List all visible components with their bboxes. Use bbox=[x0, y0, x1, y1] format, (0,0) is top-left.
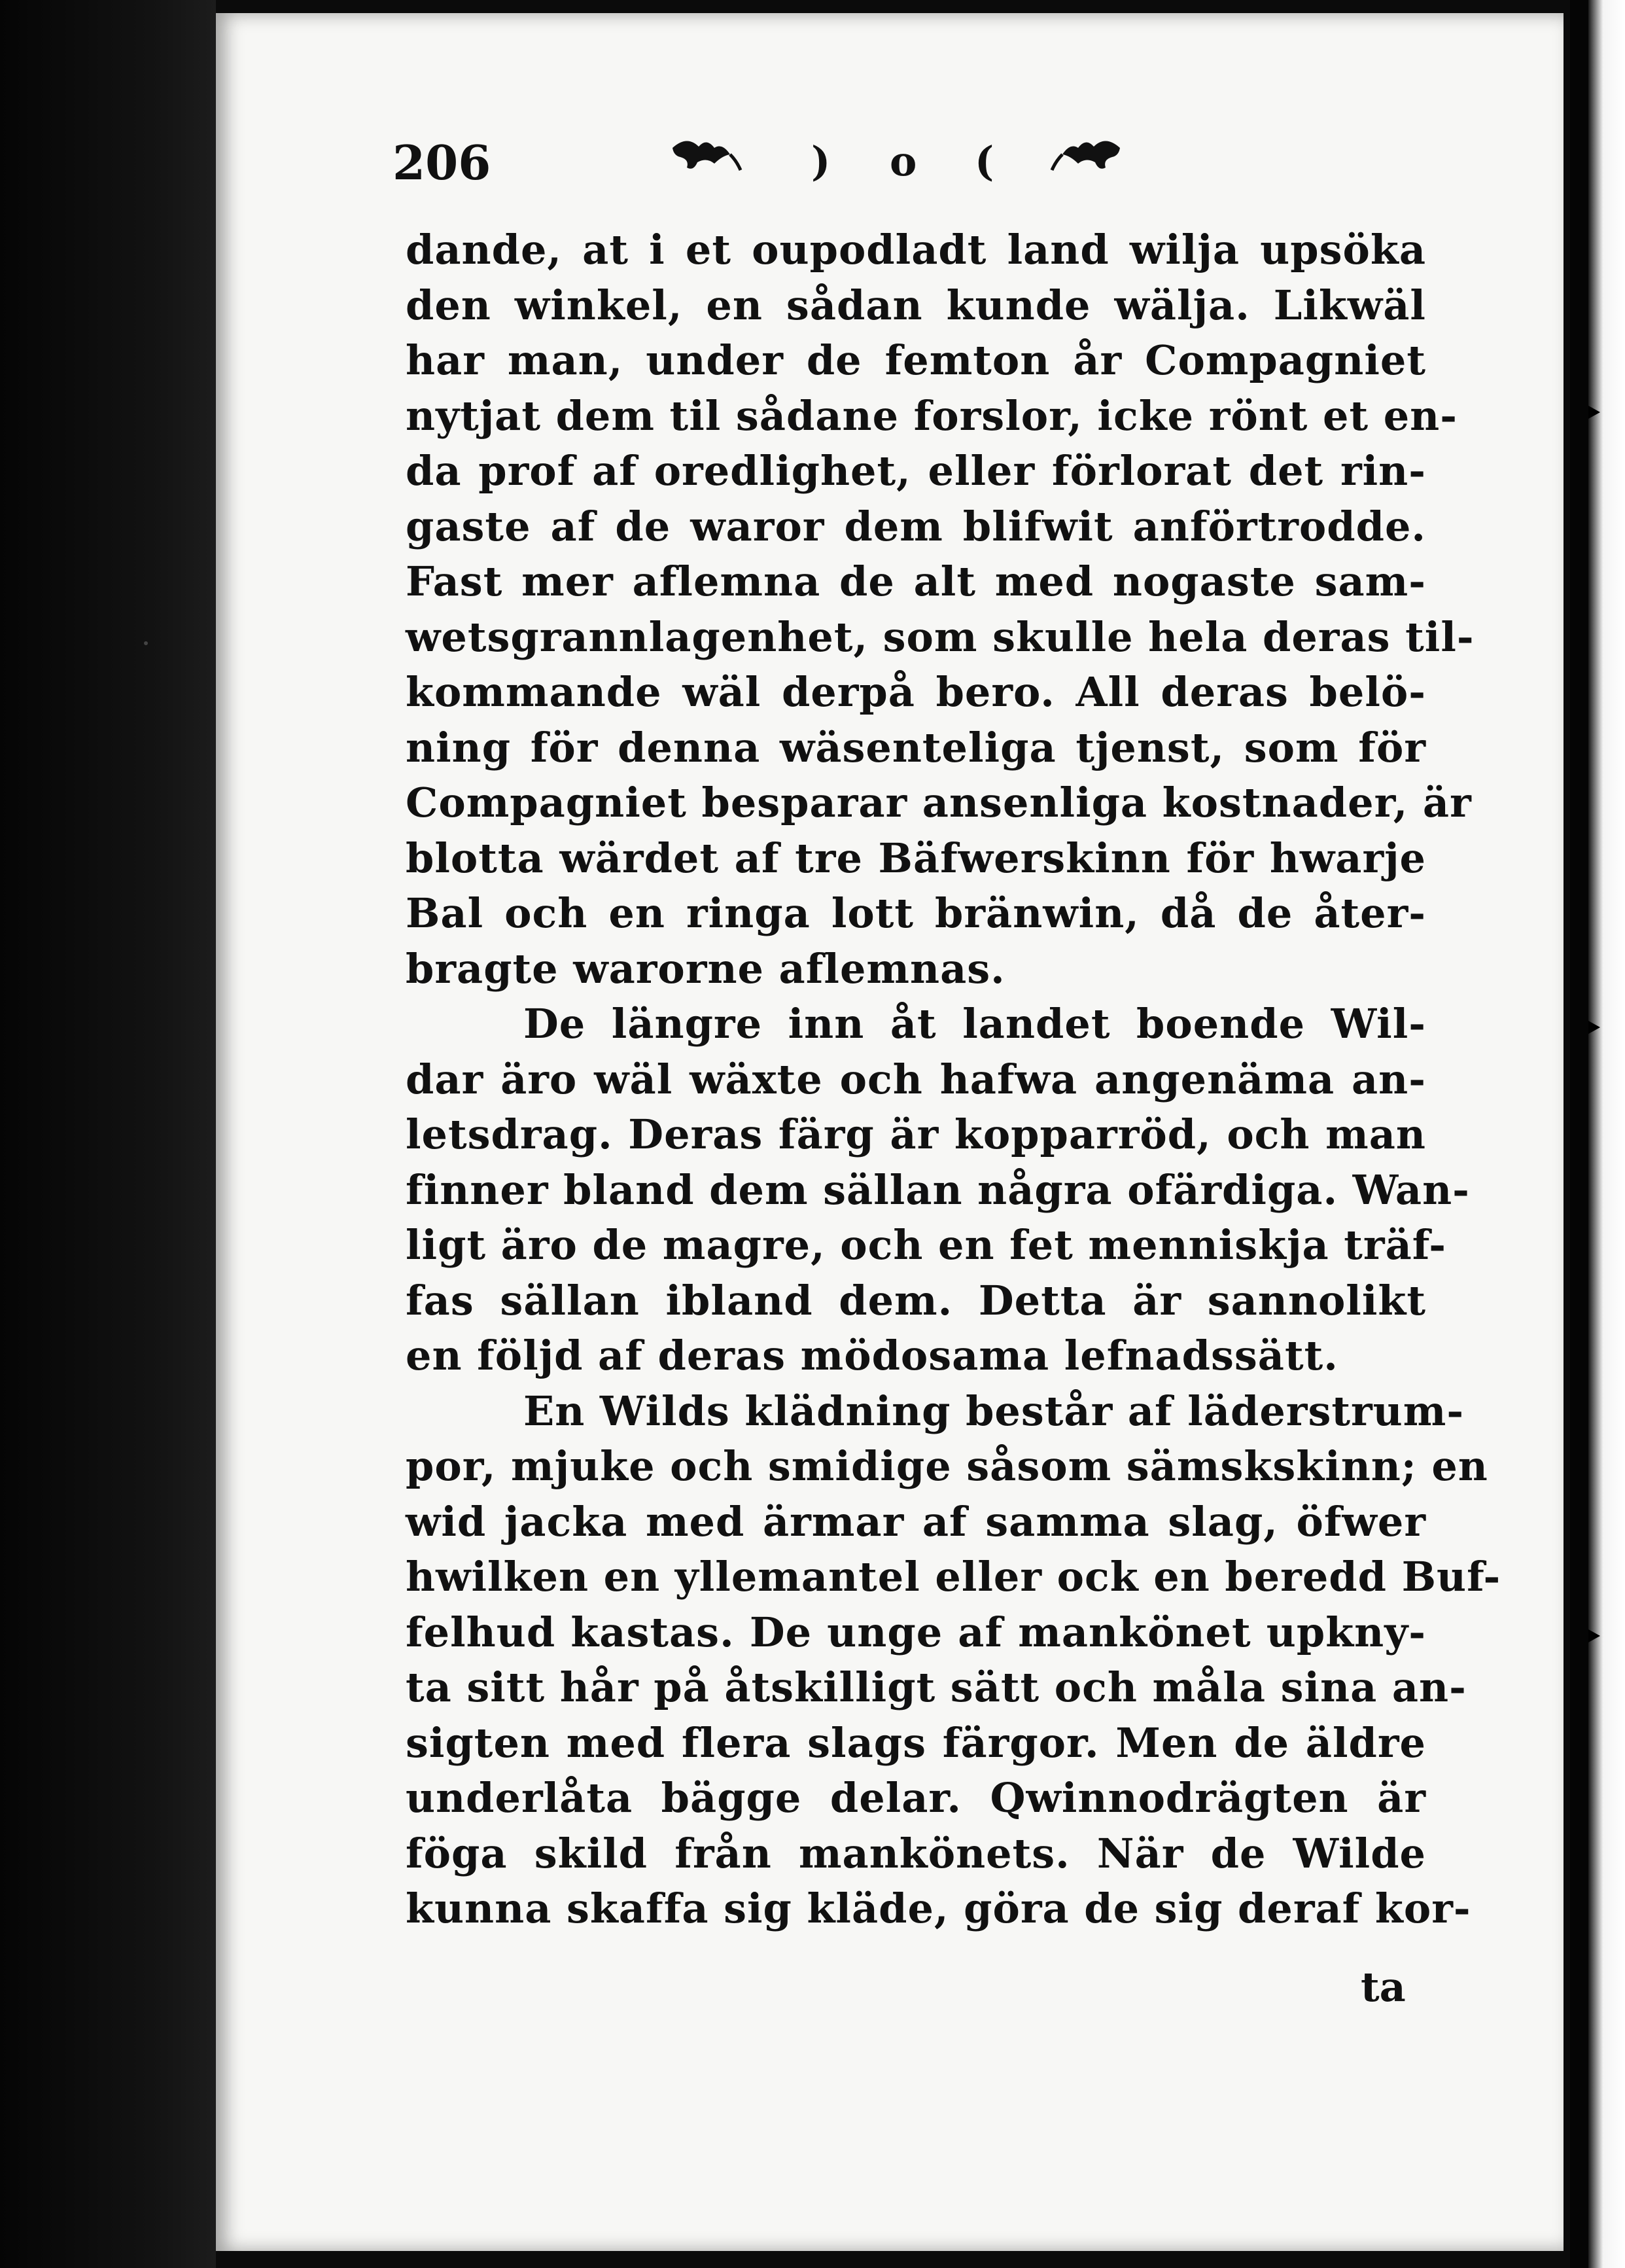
text-line: har man, under de femton år Compagniet bbox=[406, 336, 1426, 384]
text-line: fas sällan ibland dem. Detta är sannolikt bbox=[406, 1276, 1426, 1324]
running-head bbox=[393, 128, 1243, 200]
text-line: kunna skaffa sig kläde, göra de sig deraf kor- bbox=[406, 1885, 1471, 1932]
scan-border-left bbox=[0, 0, 216, 2268]
page-edge-mark bbox=[1588, 1629, 1615, 1642]
scan-speck bbox=[144, 641, 148, 645]
text-line: Bal och en ringa lott bränwin, då de åter- bbox=[406, 889, 1426, 937]
text-line: wid jacka med ärmar af samma slag, öfwer bbox=[406, 1497, 1426, 1546]
text-line: felhud kastas. De unge af mankönet upkny- bbox=[406, 1608, 1426, 1656]
text-line: den winkel, en sådan kunde wälja. Likwäl bbox=[406, 281, 1426, 329]
running-head-mark-center: o bbox=[890, 137, 917, 185]
running-head-mark-left: ) bbox=[811, 137, 831, 185]
text-line: Compagniet besparar ansenliga kostnader, är bbox=[406, 779, 1472, 826]
text-line: De längre inn åt landet boende Wil- bbox=[523, 1000, 1426, 1048]
text-line: dande, at i et oupodladt land wilja upsöka bbox=[406, 226, 1426, 274]
text-line: gaste af de waror dem blifwit anförtrodde. bbox=[406, 502, 1426, 550]
text-line: underlåta bägge delar. Qwinnodrägten är bbox=[406, 1774, 1426, 1822]
text-line: ta sitt hår på åtskilligt sätt och måla sina an- bbox=[406, 1663, 1467, 1711]
running-head-mark-right: ( bbox=[975, 137, 994, 185]
page-edge-mark bbox=[1588, 406, 1615, 419]
text-line: föga skild från mankönets. När de Wilde bbox=[406, 1829, 1426, 1877]
text-line: hwilken en yllemantel eller ock en beredd Buf- bbox=[406, 1553, 1501, 1601]
text-line: por, mjuke och smidige såsom sämskskinn; en bbox=[406, 1442, 1488, 1490]
text-line: en följd af deras mödosama lefnadssätt. bbox=[406, 1332, 1338, 1379]
page-number: 206 bbox=[393, 135, 491, 190]
catchword: ta bbox=[1361, 1963, 1406, 2011]
text-line: letsdrag. Deras färg är kopparröd, och man bbox=[406, 1110, 1426, 1158]
page-edge-mark bbox=[1588, 1021, 1615, 1034]
ornament-leaf-right-icon bbox=[1047, 128, 1125, 181]
text-line: Fast mer aflemna de alt med nogaste sam- bbox=[406, 558, 1426, 605]
text-line: En Wilds klädning består af läderstrum- bbox=[523, 1387, 1465, 1435]
body-text bbox=[406, 222, 1501, 1937]
text-line: sigten med flera slags färgor. Men de äldre bbox=[406, 1718, 1426, 1767]
text-line: bragte warorne aflemnas. bbox=[406, 944, 1005, 993]
text-line: finner bland dem sällan några ofärdiga. Wan- bbox=[406, 1165, 1470, 1214]
text-line: dar äro wäl wäxte och hafwa angenäma an- bbox=[406, 1055, 1426, 1103]
text-line: da prof af oredlighet, eller förlorat det rin- bbox=[406, 447, 1426, 495]
text-line: wetsgrannlagenhet, som skulle hela deras til- bbox=[406, 612, 1475, 661]
text-line: nytjat dem til sådane forslor, icke rönt et en- bbox=[406, 391, 1458, 440]
ornament-leaf-left-icon bbox=[667, 128, 746, 181]
text-line: ning för denna wäsenteliga tjenst, som för bbox=[406, 723, 1426, 771]
adjacent-page-edge bbox=[1588, 0, 1625, 2268]
text-line: ligt äro de magre, och en fet menniskja träf- bbox=[406, 1221, 1446, 1269]
text-line: blotta wärdet af tre Bäfwerskinn för hwarje bbox=[406, 834, 1426, 882]
text-line: kommande wäl derpå bero. All deras belö- bbox=[406, 668, 1426, 716]
